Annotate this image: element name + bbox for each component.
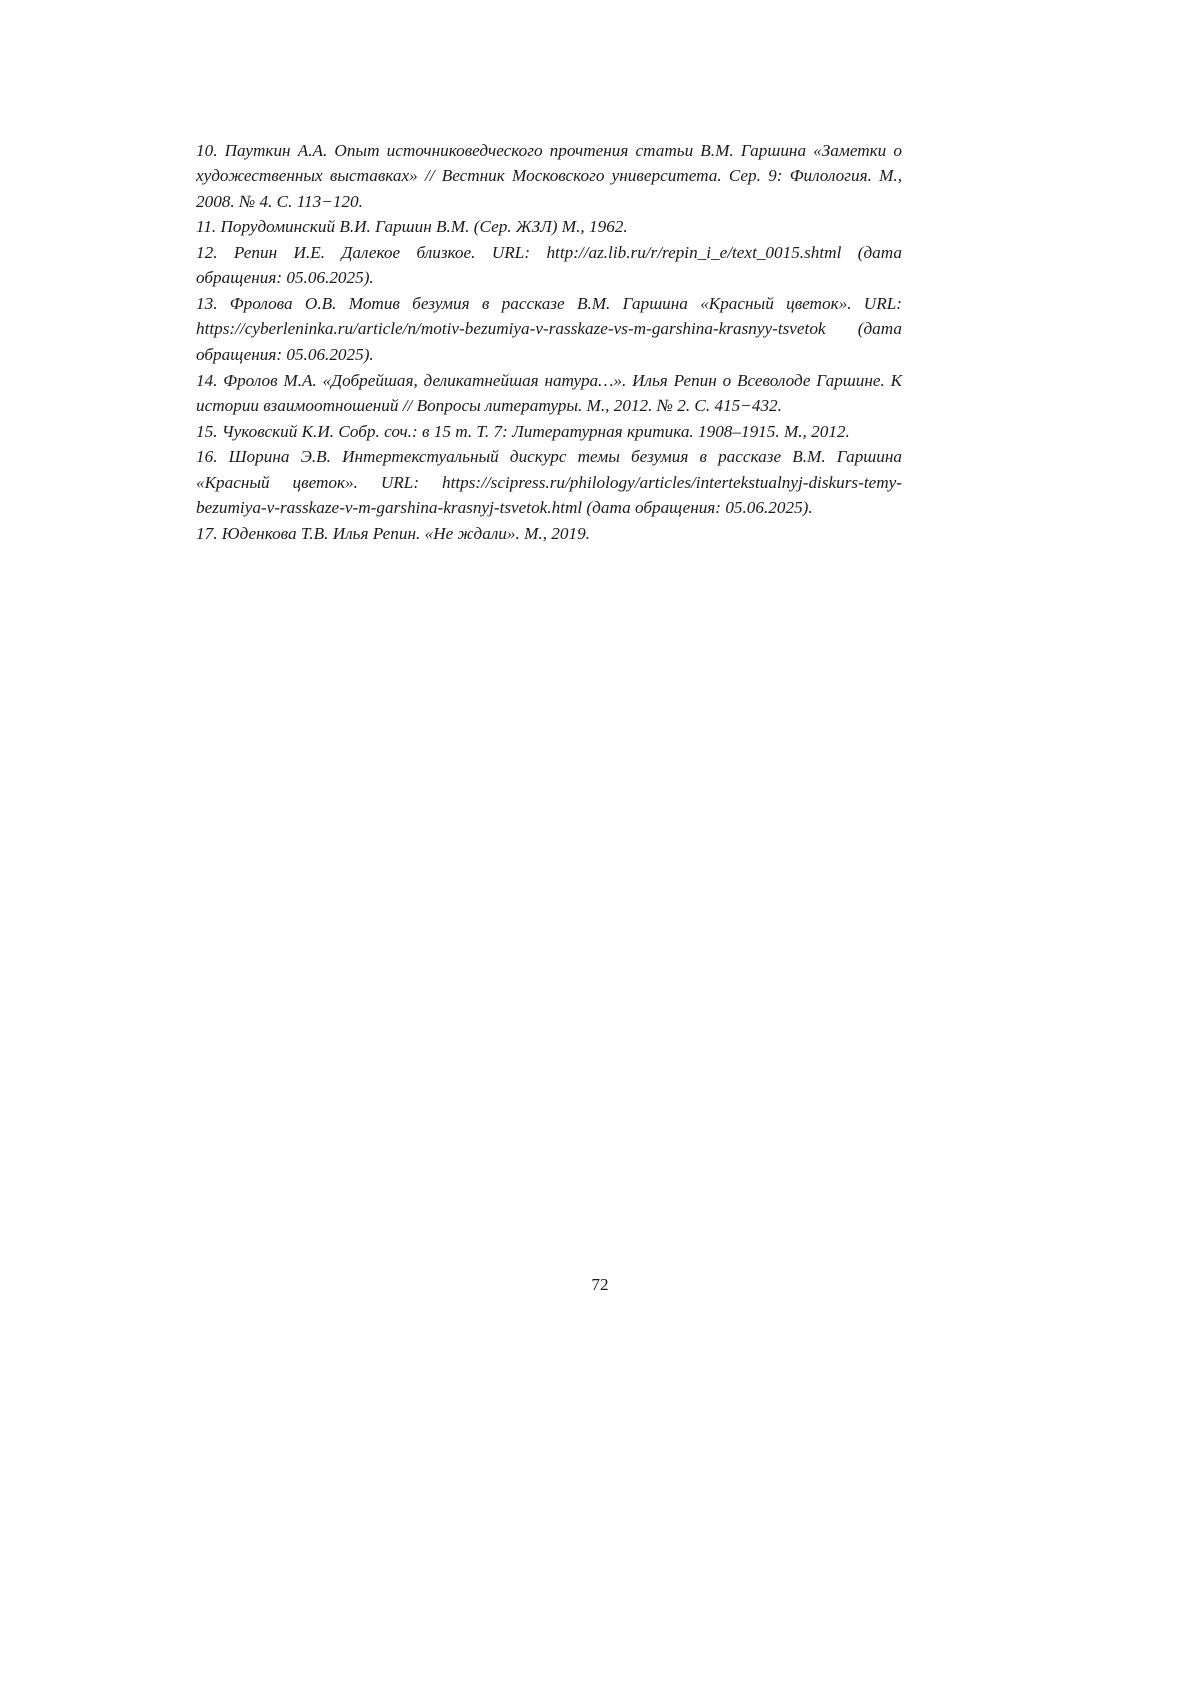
reference-item: 10. Пауткин А.А. Опыт источниковедческого прочтения статьи В.М. Гаршина «Заметки о художественных выставках» // Вестник Московского университета. Сер. 9: Филология. М., 2008. № 4. С. 113−120. bbox=[196, 141, 902, 211]
reference-item: 12. Репин И.Е. Далекое близкое. URL: http://az.lib.ru/r/repin_i_e/text_0015.shtml (дата обращения: 05.06.2025). bbox=[196, 243, 902, 288]
reference-list bbox=[196, 138, 902, 546]
reference-item: 17. Юденкова Т.В. Илья Репин. «Не ждали». М., 2019. bbox=[196, 523, 590, 543]
reference-item: 16. Шорина Э.В. Интертекстуальный дискурс темы безумия в рассказе В.М. Гаршина «Красный цветок». URL: https://scipress.ru/philology/articles/intertekstualnyj-diskurs-temy-bezumiya-v-rasskaze-v-m-garshina-krasnyj-tsvetok.html (дата обращения: 05.06.2025). bbox=[196, 447, 902, 517]
references-section bbox=[196, 138, 902, 547]
reference-item: 14. Фролов М.А. «Добрейшая, деликатнейшая натура…». Илья Репин о Всеволоде Гаршине. К истории взаимоотношений // Вопросы литературы. М., 2012. № 2. С. 415−432. bbox=[196, 370, 902, 415]
reference-item: 15. Чуковский К.И. Собр. соч.: в 15 т. Т. 7: Литературная критика. 1908–1915. М., 2012. bbox=[196, 421, 850, 441]
reference-item: 11. Порудоминский В.И. Гаршин В.М. (Сер. ЖЗЛ) М., 1962. bbox=[196, 217, 628, 237]
reference-item: 13. Фролова О.В. Мотив безумия в рассказе В.М. Гаршина «Красный цветок». URL: https://cyberleninka.ru/article/n/motiv-bezumiya-v-rasskaze-vs-m-garshina-krasnyy-tsvetok (дата обращения: 05.06.2025). bbox=[196, 294, 902, 364]
page-number: 72 bbox=[591, 1275, 609, 1294]
